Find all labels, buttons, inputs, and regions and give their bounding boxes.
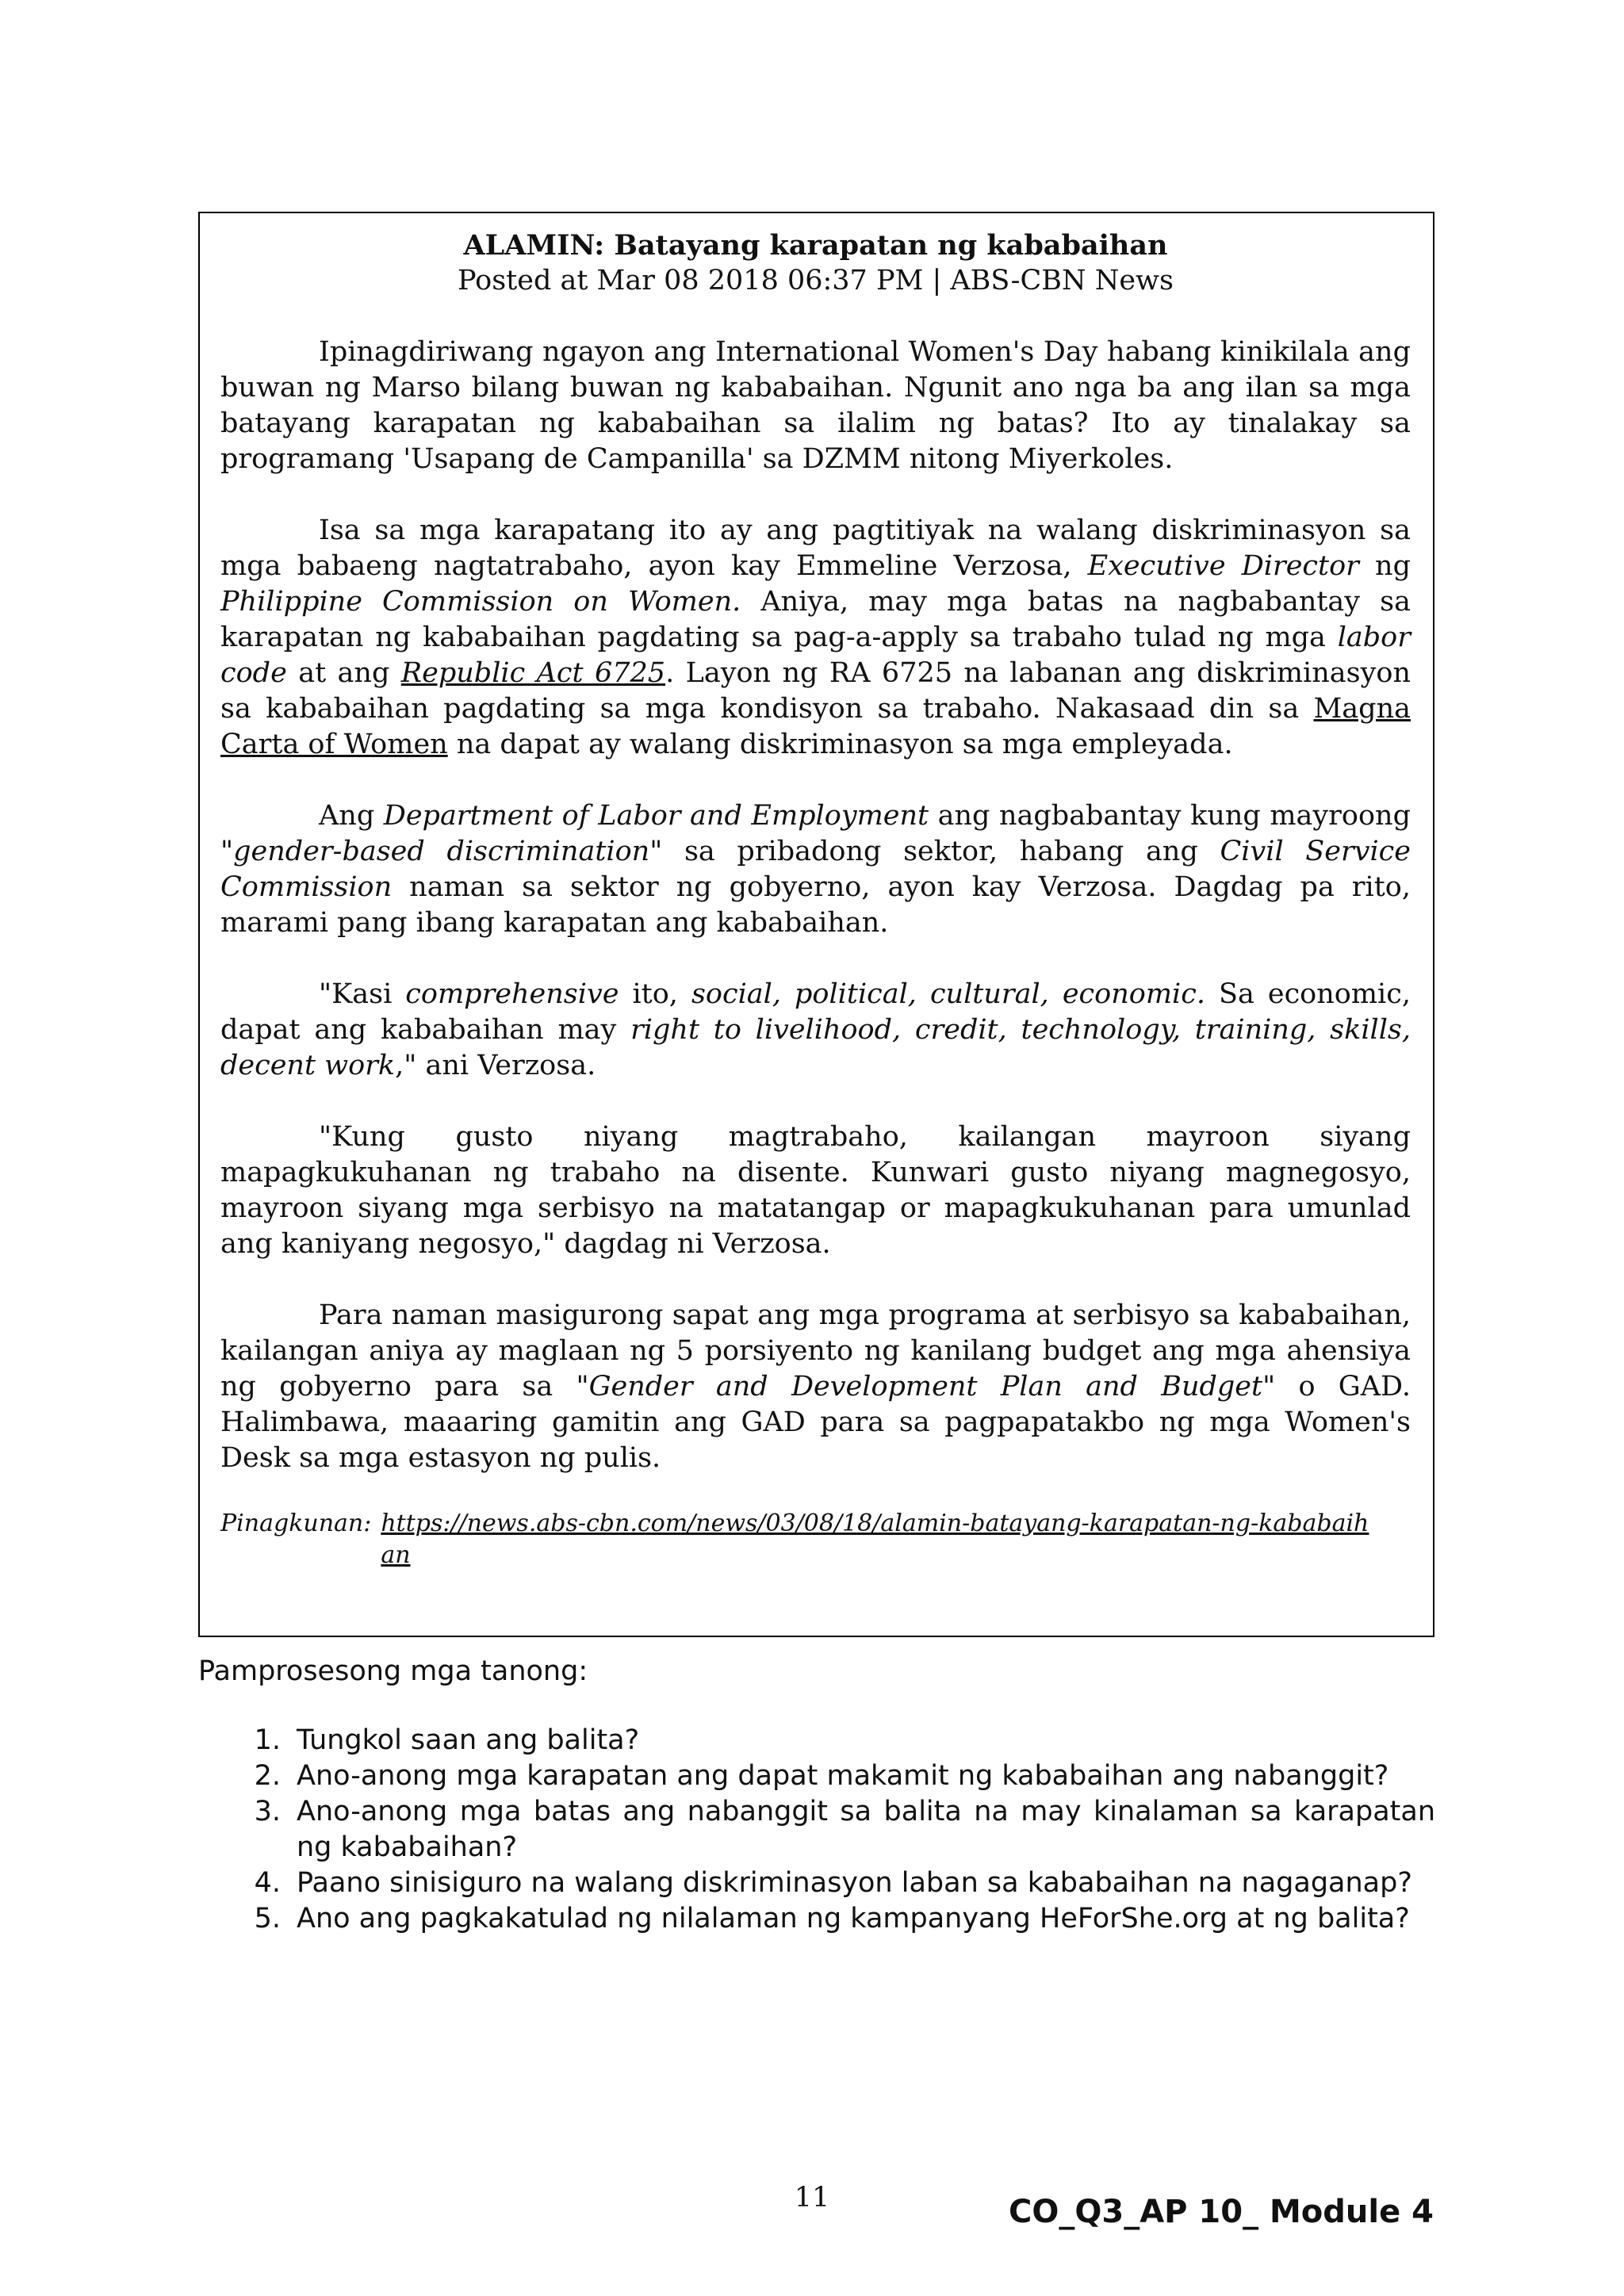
text: ito, xyxy=(619,978,691,1010)
text: labor code xyxy=(220,622,1411,689)
item-number: 3. xyxy=(254,1796,281,1827)
list-item xyxy=(198,1794,1435,1866)
list-item xyxy=(198,1758,1435,1794)
text: Ang xyxy=(319,800,384,832)
paragraph-5: "Kung gusto niyang magtrabaho, kailangan mayroon siyang mapagkukuhanan ng trabaho na disente. Kunwari gusto niyang magnegosyo, mayroon siyang mga serbisyo na matatangap or mapagkukuhanan para umunlad ang kaniyang negosyo," dagdag ni Verzosa. xyxy=(220,1121,1411,1260)
text: ng xyxy=(1358,550,1411,582)
text: Civil Service Commission xyxy=(220,836,1411,903)
text: Gender and Development Plan and Budget xyxy=(588,1371,1263,1402)
paragraph-2 xyxy=(220,513,1411,763)
article-posted: Posted at Mar 08 2018 06:37 PM | ABS-CBN News xyxy=(458,265,1174,297)
list-item xyxy=(198,1723,1435,1758)
page-number: 11 xyxy=(794,2182,830,2214)
text: ang nagbabantay kung mayroong " xyxy=(220,800,1411,867)
text: " o GAD. Halimbawa, maaaring gamitin ang GAD para sa pagpapatakbo ng mga Women's Desk sa mga estasyon ng pulis. xyxy=(220,1371,1411,1474)
text: " sa pribadong sektor, habang ang xyxy=(649,836,1220,867)
text: social, political, cultural, economic. xyxy=(691,978,1205,1010)
item-text: Ano-anong mga karapatan ang dapat makamit ng kababaihan ang nabanggit? xyxy=(297,1760,1389,1792)
text: right to livelihood, credit, technology, training, skills, decent work xyxy=(220,1014,1411,1081)
item-text: Ano-anong mga batas ang nabanggit sa balita na may kinalaman sa karapatan ng kababaihan? xyxy=(297,1796,1435,1863)
source-link[interactable]: https://news.abs-cbn.com/news/03/08/18/alamin-batayang-karapatan-ng-kababaihan xyxy=(381,1510,1369,1569)
republic-act-link[interactable]: Republic Act 6725 xyxy=(400,657,666,689)
item-text: Paano sinisiguro na walang diskriminasyon laban sa kababaihan na nagaganap? xyxy=(297,1867,1412,1899)
text: Aniya, may mga batas na nagbabantay sa karapatan ng kababaihan pagdating sa pag-a-apply sa trabaho tulad ng mga xyxy=(220,586,1411,653)
article-box xyxy=(198,212,1434,1637)
item-number: 1. xyxy=(254,1724,281,1756)
item-text: Tungkol saan ang balita? xyxy=(297,1724,640,1756)
text: ," ani Verzosa. xyxy=(395,1050,596,1081)
questions-list xyxy=(198,1723,1435,1937)
paragraph-6 xyxy=(220,1298,1411,1476)
text: at ang xyxy=(286,657,401,689)
text: . Layon ng RA 6725 na labanan ang diskriminasyon sa kababaihan pagdating sa mga kondisyon sa trabaho. Nakasaad din sa xyxy=(220,657,1411,725)
text: Department of Labor and Employment xyxy=(383,800,929,832)
text: "Kasi xyxy=(319,978,406,1010)
text: Sa economic, dapat ang kababaihan may xyxy=(220,978,1411,1046)
questions-heading: Pamprosesong mga tanong: xyxy=(198,1655,588,1687)
item-number: 4. xyxy=(254,1867,281,1899)
list-item xyxy=(198,1901,1435,1937)
article-title: ALAMIN: Batayang karapatan ng kababaihan xyxy=(463,229,1168,262)
item-number: 5. xyxy=(254,1903,281,1934)
paragraph-1: Ipinagdiriwang ngayon ang International Women's Day habang kinikilala ang buwan ng Marso bilang buwan ng kababaihan. Ngunit ano nga ba ang ilan sa mga batayang karapatan ng kababaihan sa ilalim ng batas? Ito ay tinalakay sa programang 'Usapang de Campanilla' sa DZMM nitong Miyerkoles. xyxy=(220,336,1411,475)
magna-carta-link[interactable]: Magna Carta of Women xyxy=(220,693,1411,760)
paragraph-4 xyxy=(220,977,1411,1084)
item-text: Ano ang pagkakatulad ng nilalaman ng kampanyang HeForShe.org at ng balita? xyxy=(297,1903,1410,1934)
list-item xyxy=(198,1866,1435,1901)
paragraph-3 xyxy=(220,798,1411,941)
text: comprehensive xyxy=(405,978,619,1010)
text: Executive Director xyxy=(1087,550,1359,582)
footer-module-label: CO_Q3_AP 10_ Module 4 xyxy=(1009,2194,1434,2230)
text: naman sa sektor ng gobyerno, ayon kay Verzosa. Dagdag pa rito, marami pang ibang karapatan ang kababaihan. xyxy=(220,871,1411,939)
text: na dapat ay walang diskriminasyon sa mga empleyada. xyxy=(447,729,1233,760)
source-label: Pinagkunan: xyxy=(220,1510,372,1537)
source-line xyxy=(220,1508,1411,1571)
text: Isa sa mga karapatang ito ay ang pagtitiyak na walang diskriminasyon sa mga babaeng nagtatrabaho, ayon kay Emmeline Verzosa, xyxy=(220,515,1411,582)
text: Para naman masigurong sapat ang mga programa at serbisyo sa kababaihan, kailangan aniya ay maglaan ng 5 porsiyento ng kanilang budget ang mga ahensiya ng gobyerno para sa " xyxy=(220,1299,1411,1402)
item-number: 2. xyxy=(254,1760,281,1792)
text: gender-based discrimination xyxy=(233,836,650,867)
text: Philippine Commission on Women. xyxy=(220,586,741,618)
